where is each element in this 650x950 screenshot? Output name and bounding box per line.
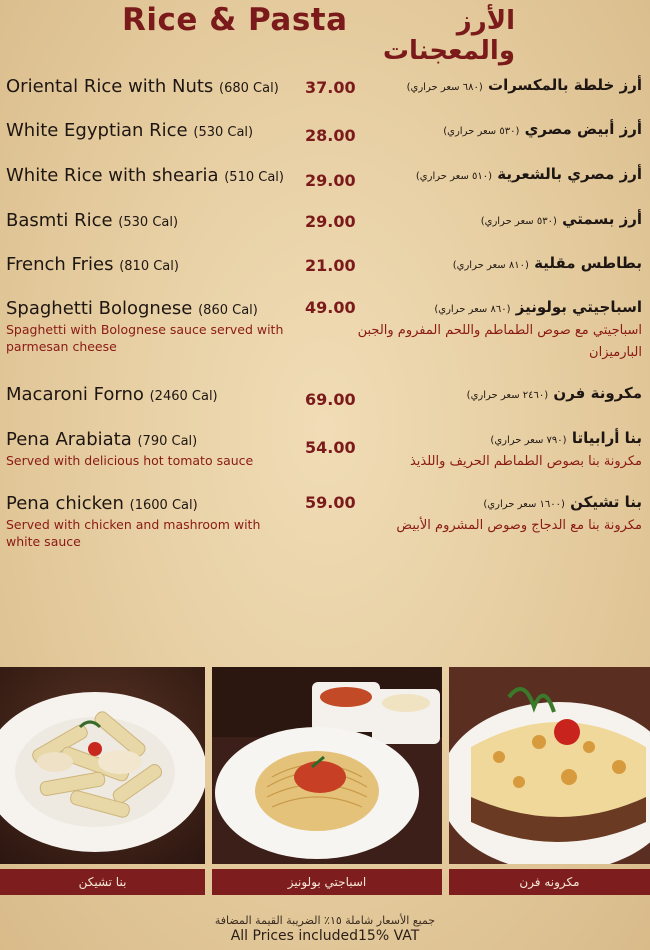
item-name-ar: أرز أبيض مصري (٥٣٠ سعر حراري) (443, 120, 642, 138)
item-price: 28.00 (305, 126, 356, 145)
item-name-en: White Rice with shearia (510 Cal) (6, 165, 284, 186)
item-description-ar: مكرونة بنا بصوص الطماطم الحريف واللذيذ (409, 454, 642, 469)
item-name-ar: بنا تشيكن (١٦٠٠ سعر حراري) (483, 493, 642, 511)
item-name-ar: اسباجيتي بولونيز (٨٦٠ سعر حراري) (434, 298, 642, 316)
item-name-en: Pena Arabiata (790 Cal) (6, 429, 198, 450)
item-price: 49.00 (305, 298, 356, 317)
item-price: 37.00 (305, 78, 356, 97)
item-price: 54.00 (305, 438, 356, 457)
item-name-en: Macaroni Forno (2460 Cal) (6, 384, 218, 405)
item-price: 29.00 (305, 171, 356, 190)
item-name-en: Basmti Rice (530 Cal) (6, 210, 179, 231)
page-title-ar: الأرز والمعجنات (382, 6, 515, 66)
photo-strip (0, 667, 650, 897)
item-name-ar: بطاطس مقلية (٨١٠ سعر حراري) (452, 254, 642, 272)
item-name-en: Pena chicken (1600 Cal) (6, 493, 198, 514)
item-description-ar: اسباجيتي مع صوص الطماطم واللحم المفروم والجبن البارميزان (357, 323, 642, 360)
item-price: 59.00 (305, 493, 356, 512)
item-price: 21.00 (305, 256, 356, 275)
photo-caption: مكرونه فرن (449, 869, 650, 895)
item-name-en: French Fries (810 Cal) (6, 254, 179, 275)
item-name-ar: أرز بسمتي (٥٣٠ سعر حراري) (480, 210, 642, 228)
item-description-en: Served with delicious hot tomato sauce (6, 453, 254, 468)
photo-caption: بنا تشيكن (0, 869, 205, 895)
item-name-ar: مكرونة فرن (٢٤٦٠ سعر حراري) (466, 384, 642, 402)
item-name-ar: بنا أرابياتا (٧٩٠ سعر حراري) (490, 429, 642, 447)
item-name-en: Spaghetti Bolognese (860 Cal) (6, 298, 258, 319)
item-name-ar: أرز مصري بالشعرية (٥١٠ سعر حراري) (415, 165, 642, 183)
vat-note-ar: جميع الأسعار شاملة ١٥٪ الضريبة القيمة المضافة (214, 914, 436, 927)
item-description-en: Spaghetti with Bolognese sauce served with parmesan cheese (6, 322, 284, 354)
page-title-en: Rice & Pasta (122, 2, 348, 38)
item-description-en: Served with chicken and mashroom with white sauce (6, 517, 261, 549)
pena-chicken-photo (0, 667, 205, 864)
spaghetti-bolognese-photo (212, 667, 442, 864)
vat-note-en: All Prices included15% VAT (230, 928, 420, 944)
item-name-en: White Egyptian Rice (530 Cal) (6, 120, 254, 141)
item-name-ar: أرز خلطة بالمكسرات (٦٨٠ سعر حراري) (406, 76, 642, 94)
item-name-en: Oriental Rice with Nuts (680 Cal) (6, 76, 279, 97)
photo-caption: اسباجتي بولونيز (212, 869, 442, 895)
item-description-ar: مكرونة بنا مع الدجاج وصوص المشروم الأبيض (396, 518, 642, 533)
macaroni-forno-photo (449, 667, 650, 864)
item-price: 69.00 (305, 390, 356, 409)
item-price: 29.00 (305, 212, 356, 231)
